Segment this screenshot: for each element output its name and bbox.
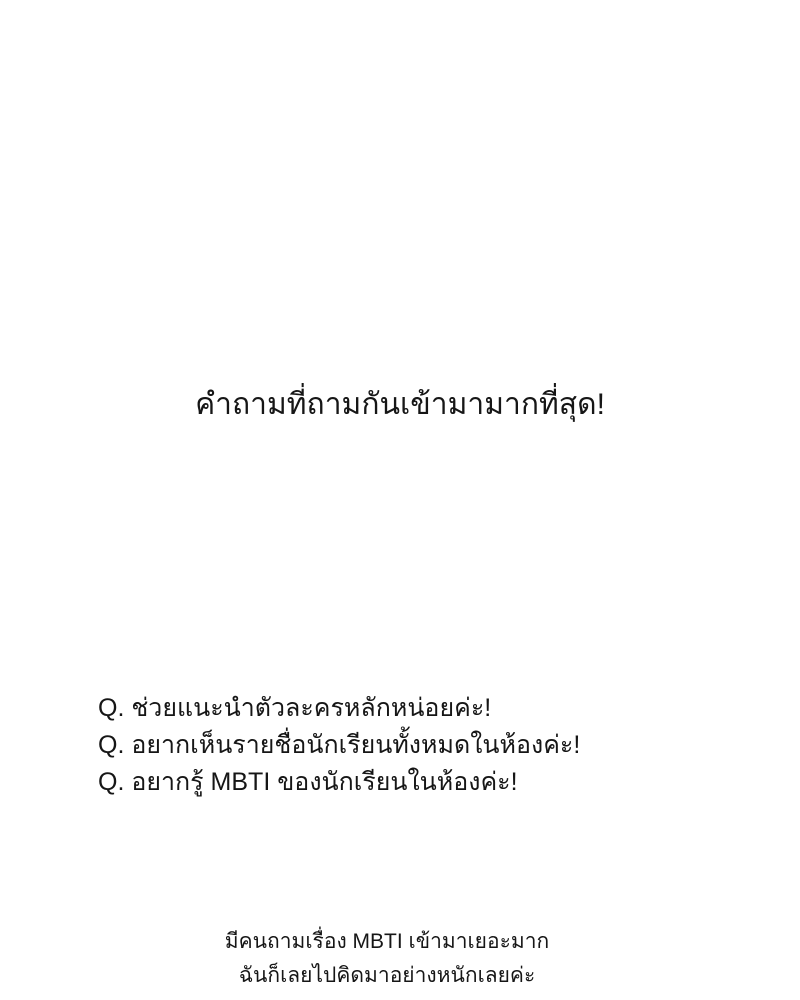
list-item: Q. อยากรู้ MBTI ของนักเรียนในห้องค่ะ! bbox=[98, 768, 518, 796]
page-title: คำถามที่ถามกันเข้ามามากที่สุด! bbox=[195, 388, 605, 421]
list-item: Q. อยากเห็นรายชื่อนักเรียนทั้งหมดในห้องค่ะ! bbox=[98, 731, 581, 759]
question-list bbox=[98, 690, 738, 801]
list-item: Q. ช่วยแนะนำตัวละครหลักหน่อยค่ะ! bbox=[98, 694, 492, 722]
note-line: ฉันก็เลยไปคิดมาอย่างหนักเลยค่ะ bbox=[238, 964, 536, 987]
footer-note bbox=[0, 925, 800, 993]
note-line: มีคนถามเรื่อง MBTI เข้ามาเยอะมาก bbox=[224, 930, 550, 953]
